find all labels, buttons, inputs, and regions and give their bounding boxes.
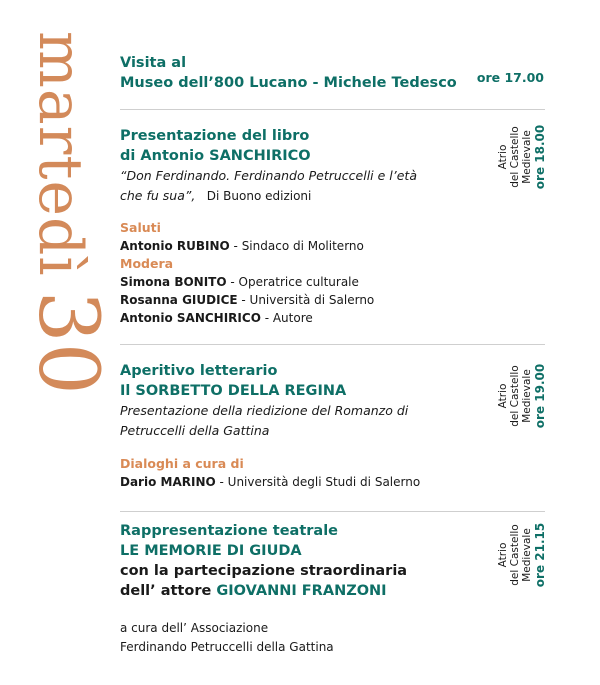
- event-time: ore 18.00: [533, 124, 547, 190]
- venue-line: Atrio: [497, 542, 509, 568]
- event-time: ore 21.15: [533, 522, 547, 588]
- event-title-line2: Il SORBETTO DELLA REGINA: [120, 383, 347, 399]
- venue-line: Medievale: [521, 130, 533, 184]
- venue-line: Medievale: [521, 369, 533, 423]
- organizer-line1: a cura dell’ Associazione: [120, 621, 269, 635]
- venue-line: del Castello: [509, 365, 521, 427]
- event-title-line2: Museo dell’800 Lucano - Michele Tedesco: [120, 75, 457, 91]
- book-title-line1: “Don Ferdinando. Ferdinando Petruccelli e l’età: [120, 168, 417, 183]
- event-description-line1: Presentazione della riedizione del Romanzo di: [120, 403, 409, 418]
- person-name: Simona BONITO: [120, 275, 227, 289]
- person-name: Dario MARINO: [120, 475, 216, 489]
- event-description-line2: Petruccelli della Gattina: [120, 423, 270, 438]
- event-literary-aperitif: [120, 361, 545, 491]
- person-role: - Autore: [260, 311, 313, 325]
- person-row: [120, 237, 545, 255]
- event-title-line2: LE MEMORIE DI GIUDA: [120, 543, 302, 559]
- person-row: [120, 473, 545, 491]
- person-role: - Operatrice culturale: [226, 275, 359, 289]
- person-row: [120, 273, 545, 291]
- venue-line: Atrio: [497, 144, 509, 170]
- greetings-heading: Saluti: [120, 220, 161, 235]
- event-venue-time: [492, 355, 552, 437]
- section-divider: [120, 344, 545, 345]
- event-title-line2: di Antonio SANCHIRICO: [120, 148, 311, 164]
- event-title-line1: Aperitivo letterario: [120, 363, 278, 379]
- moderator-heading: Modera: [120, 256, 174, 271]
- dialogues-heading: Dialoghi a cura di: [120, 456, 244, 471]
- day-number: 30: [20, 290, 115, 395]
- person-name: Antonio SANCHIRICO: [120, 311, 261, 325]
- event-theatre-performance: [120, 521, 545, 657]
- venue-line: Atrio: [497, 383, 509, 409]
- venue-line: Medievale: [521, 528, 533, 582]
- organizer-line2: Ferdinando Petruccelli della Gattina: [120, 640, 334, 654]
- section-divider: [120, 511, 545, 512]
- person-role: - Università di Salerno: [237, 293, 375, 307]
- actor-name: GIOVANNI FRANZONI: [216, 583, 387, 599]
- person-name: Rosanna GIUDICE: [120, 293, 238, 307]
- event-venue-time: [492, 514, 552, 596]
- day-label: [20, 30, 115, 395]
- person-role: - Università degli Studi di Salerno: [215, 475, 421, 489]
- event-title-line1: Presentazione del libro: [120, 128, 310, 144]
- venue-line: del Castello: [509, 524, 521, 586]
- section-divider: [120, 109, 545, 110]
- person-row: [120, 309, 545, 327]
- event-time: ore 19.00: [533, 363, 547, 429]
- book-publisher: Di Buono edizioni: [206, 189, 312, 203]
- event-time: ore 17.00: [476, 70, 544, 85]
- person-name: Antonio RUBINO: [120, 239, 230, 253]
- event-title-line4: [120, 581, 545, 601]
- book-title-line2: [120, 186, 545, 206]
- actor-prefix: dell’ attore: [120, 583, 212, 599]
- event-book-presentation: [120, 126, 545, 327]
- event-title-line3: con la partecipazione straordinaria: [120, 563, 408, 579]
- book-title-end: che fu sua”,: [120, 188, 196, 203]
- day-word: martedì: [25, 30, 95, 277]
- venue-line: del Castello: [509, 126, 521, 188]
- event-title-line1: Visita al: [120, 55, 187, 71]
- person-role: - Sindaco di Moliterno: [229, 239, 364, 253]
- event-venue-time: [492, 116, 552, 198]
- event-title-line1: Rappresentazione teatrale: [120, 523, 338, 539]
- person-row: [120, 291, 545, 309]
- day-label-container: [20, 30, 115, 395]
